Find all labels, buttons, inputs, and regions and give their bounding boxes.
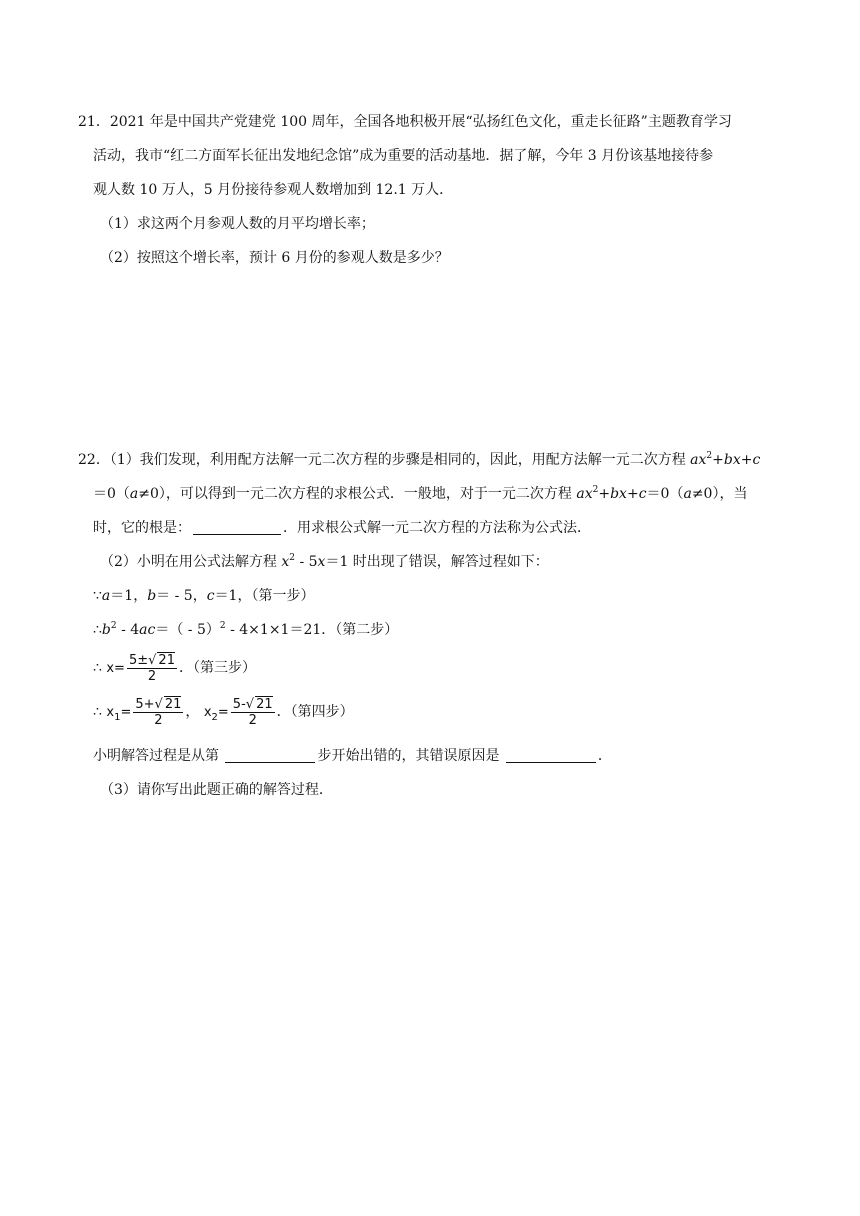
q22-text: ≠0），可以得到一元二次方程的求根公式．一般地，对于一元二次方程	[138, 486, 577, 502]
formula-x1: x	[106, 705, 115, 720]
radicand: 21	[164, 696, 182, 712]
plus: +	[626, 486, 639, 502]
var-a: a	[129, 486, 139, 502]
therefore-symbol: ∴	[93, 660, 107, 676]
q22-text: - 4×1×1＝21．（第二步）	[225, 622, 399, 638]
q22-text: ≠0），当	[691, 486, 748, 502]
fraction-numerator: 5±√ 21	[128, 652, 175, 668]
q22-step-2	[93, 620, 398, 640]
q22-step-1	[93, 586, 314, 606]
q22-text: - 5	[295, 554, 318, 570]
fraction-x2	[231, 697, 275, 728]
q22-text: ＝（ - 5）	[155, 622, 220, 638]
fraction-denominator: 2	[147, 668, 157, 684]
q22-text: 时，它的根是：	[93, 520, 191, 536]
formula-x2: x	[203, 705, 212, 720]
var-b: b	[101, 622, 111, 638]
var-a: a	[683, 486, 692, 502]
numerator-text: 5+	[135, 696, 155, 712]
radicand: 21	[158, 652, 175, 668]
equals: =	[217, 705, 229, 720]
q22-text: ．	[597, 748, 612, 764]
q22-text: ．（第三步）	[178, 660, 256, 676]
q21-part-2-text: （2）按照这个增长率，预计 6 月份的参观人数是多少？	[100, 250, 449, 266]
q22-text: ．用求根公式解一元二次方程的方法称为公式法．	[283, 520, 591, 536]
q22-conclusion	[93, 746, 612, 766]
q22-text-1: 22．（1）我们发现，利用配方法解一元二次方程的步骤是相同的，因此，用配方法解一元二次方程	[78, 452, 691, 468]
plus: +	[712, 452, 724, 468]
numerator-text: 5-	[232, 696, 246, 712]
subscript: 1	[114, 712, 121, 723]
var-b: b	[147, 588, 157, 604]
numerator-text: 5±	[128, 652, 149, 668]
var-a: a	[101, 588, 111, 604]
var-ac: ac	[139, 622, 156, 638]
q22-text: ．（第四步）	[276, 704, 354, 720]
answer-blank-reason[interactable]	[506, 748, 596, 763]
comma: ，	[185, 704, 204, 720]
fraction-denominator: 2	[154, 712, 163, 728]
eq-bx: bx	[723, 452, 741, 468]
q22-text: 小明解答过程是从第	[93, 748, 224, 764]
q22-text: ＝1，	[110, 588, 148, 604]
exponent: 2	[592, 485, 599, 495]
fraction-denominator: 2	[248, 712, 257, 728]
fraction-step-3	[127, 653, 177, 684]
q22-text: - 4	[116, 622, 140, 638]
q21-line-1	[78, 112, 732, 132]
q22-part-3	[100, 780, 333, 800]
q21-line-2	[93, 146, 713, 166]
q21-part-1-text: （1）求这两个月参观人数的月平均增长率；	[100, 216, 375, 232]
fraction-numerator: 5-√ 21	[232, 696, 273, 712]
q22-step-4	[93, 692, 354, 738]
q22-step-3	[93, 648, 256, 689]
q22-text: ＝1，（第一步）	[214, 588, 315, 604]
equals: =	[120, 705, 132, 720]
q21-text-1: 21．2021 年是中国共产党建党 100 周年，全国各地积极开展“弘扬红色文化，重走长征路”主题教育学习	[78, 114, 732, 130]
q22-text: ＝1 时出现了错误，解答过程如下：	[325, 554, 549, 570]
q22-text: （2）小明在用公式法解方程	[100, 554, 282, 570]
radicand: 21	[256, 696, 273, 712]
fraction-numerator: 5+√ 21	[135, 696, 182, 712]
eq-ax: ax	[576, 486, 593, 502]
q22-text: ＝0（	[93, 486, 130, 502]
q22-line-1	[78, 450, 760, 470]
exponent: 2	[289, 553, 295, 563]
eq-c: c	[752, 452, 761, 468]
formula-x: x=	[106, 661, 125, 676]
q21-line-3	[93, 180, 453, 200]
subscript: 2	[211, 712, 218, 723]
because-symbol: ∵	[93, 588, 102, 604]
plus: +	[740, 452, 753, 468]
q22-part-3-text: （3）请你写出此题正确的解答过程．	[100, 782, 333, 798]
q22-text: ＝ - 5，	[156, 588, 207, 604]
var-x: x	[281, 554, 290, 570]
eq-ax: ax	[690, 452, 707, 468]
therefore-symbol: ∴	[93, 704, 107, 720]
eq-bx: bx	[610, 486, 627, 502]
var-x: x	[317, 554, 326, 570]
q21-text-2: 活动，我市“红二方面军长征出发地纪念馆”成为重要的活动基地．据了解，今年 3 月份该基地接待参	[93, 148, 714, 164]
var-c: c	[206, 588, 215, 604]
eq-c: c	[638, 486, 647, 502]
q22-part-2	[100, 552, 549, 572]
q22-line-3	[93, 518, 591, 538]
exponent: 2	[219, 621, 226, 631]
therefore-symbol: ∴	[93, 622, 102, 638]
answer-blank-step[interactable]	[225, 748, 315, 763]
q22-text: 步开始出错的，其错误原因是	[317, 748, 504, 764]
fraction-x1	[133, 697, 183, 728]
exponent: 2	[110, 621, 117, 631]
q22-text: ＝0（	[646, 486, 684, 502]
exponent: 2	[706, 451, 713, 461]
q21-text-3: 观人数 10 万人，5 月份接待参观人数增加到 12.1 万人．	[93, 182, 454, 198]
q21-part-1	[100, 214, 375, 234]
q22-line-2	[93, 484, 747, 504]
plus: +	[598, 486, 611, 502]
q21-part-2	[100, 248, 449, 268]
answer-blank-roots[interactable]	[193, 520, 281, 535]
